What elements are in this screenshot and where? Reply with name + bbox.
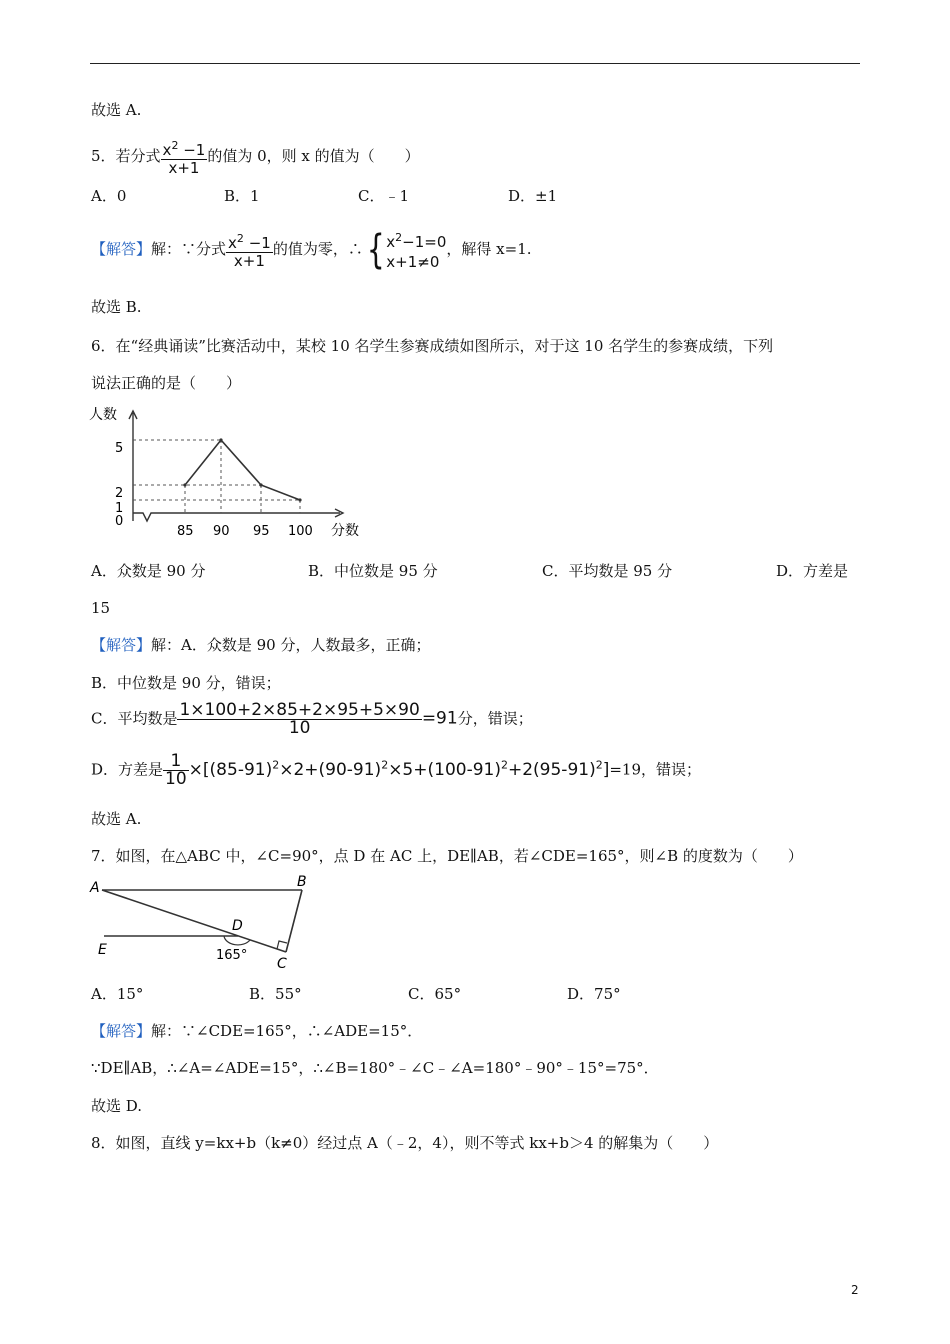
q7-solution-1: 【解答】解：∵∠CDE=165°，∴∠ADE=15°． — [91, 1022, 423, 1040]
q6-option-a: A．众数是 90 分 — [91, 562, 206, 580]
q6-option-c: C．平均数是 95 分 — [542, 562, 673, 580]
q6-solution-d: D．方差是 $\frac{1}{10}$ $\times[(85-91)^2\times 2+(90-91)^2\times 5+(100-91)^2+2(95-91)^2]=19$，错误； — [91, 751, 702, 789]
q5-fraction: $\frac{x^2 -1}{x+1}$ — [162, 139, 206, 177]
right-angle-mark — [277, 941, 287, 949]
q5-option-d: D．±1 — [508, 187, 558, 205]
question-5 — [91, 137, 420, 177]
q7-option-a: A．15° — [91, 985, 144, 1003]
q6-solution-b: B．中位数是 90 分，错误； — [91, 674, 281, 692]
page-number: 2 — [851, 1283, 859, 1297]
answer-line-q4: 故选 A. — [91, 101, 142, 119]
q5-option-a: A．0 — [91, 187, 127, 205]
q6-option-d: D．方差是 — [776, 562, 849, 580]
variance-fraction: $\frac{1}{10}$ — [165, 751, 187, 789]
data-point-100 — [298, 498, 301, 501]
question-6-line1: 6．在“经典诵读”比赛活动中，某校 10 名学生参赛成绩如图所示，对于这 10 名学生的参赛成绩，下列 — [91, 337, 774, 355]
q5-text: 5．若分式 — [91, 147, 161, 165]
label-d: D — [232, 918, 243, 934]
equation-system: $x^2-1=0$ x+1≠0 — [386, 231, 447, 271]
q5-text-post: 的值为 0，则 x 的值为（ ） — [207, 147, 420, 165]
label-b: B — [297, 874, 307, 890]
q5-sol-fraction: $\frac{x^2 -1}{x+1}$ — [228, 232, 271, 270]
question-8: 8．如图，直线 y=kx+b（k≠0）经过点 A（﹣2，4），则不等式 kx+b＞4 的解集为（ ） — [91, 1134, 719, 1152]
q5-option-c: C．﹣1 — [358, 187, 410, 205]
mean-fraction: $\frac{1\times 100+2\times 85+2\times 95+5\times 90}{10}$ — [179, 700, 420, 738]
brace-icon: { — [366, 227, 385, 273]
y-tick-label-2: 2 — [115, 486, 124, 501]
q6-solution-c: C．平均数是 $\frac{1\times 100+2\times 85+2\times 95+5\times 90}{10}$ =91分，错误； — [91, 700, 533, 738]
q5-solution: 【解答】解：∵分式 $\frac{x^2 -1}{x+1}$ 的值为零，∴{ $x^2-1=0$ x+1≠0 ，解得 x=1. — [91, 227, 532, 273]
triangle-figure — [88, 872, 328, 972]
label-c: C — [277, 956, 287, 972]
x-tick-label-90: 90 — [213, 524, 230, 539]
q6-option-d-cont: 15 — [91, 599, 111, 617]
label-angle: 165° — [216, 948, 248, 963]
series-line — [185, 440, 300, 500]
label-e: E — [98, 942, 107, 958]
label-a: A — [90, 880, 100, 896]
data-point-95 — [259, 483, 262, 486]
q5-option-b: B．1 — [224, 187, 260, 205]
x-tick-label-95: 95 — [253, 524, 270, 539]
score-line-chart — [85, 405, 375, 545]
y-tick-label-1: 1 — [115, 501, 124, 516]
question-6-line2: 说法正确的是（ ） — [91, 374, 242, 392]
q6-option-b: B．中位数是 95 分 — [308, 562, 438, 580]
q7-option-d: D．75° — [567, 985, 621, 1003]
x-axis-label: 分数 — [331, 523, 359, 539]
answer-line-q5: 故选 B. — [91, 298, 142, 316]
angle-arc — [224, 936, 250, 945]
x-tick-label-85: 85 — [177, 524, 194, 539]
y-tick-label-0: 0 — [115, 514, 124, 529]
q7-solution-2: ∵DE∥AB，∴∠A=∠ADE=15°，∴∠B=180°﹣∠C﹣∠A=180°﹣90°﹣15°=75°． — [91, 1059, 659, 1077]
y-axis-label: 人数 — [89, 407, 117, 423]
q7-option-c: C．65° — [408, 985, 462, 1003]
header-rule — [90, 63, 860, 64]
segment-bc — [286, 890, 302, 952]
y-tick-label-5: 5 — [115, 441, 124, 456]
question-7: 7．如图，在△ABC 中，∠C=90°，点 D 在 AC 上，DE∥AB，若∠CDE=165°，则∠B 的度数为（ ） — [91, 847, 803, 865]
answer-line-q6: 故选 A. — [91, 810, 142, 828]
answer-line-q7: 故选 D. — [91, 1097, 143, 1115]
solution-tag: 【解答】 — [91, 240, 152, 258]
data-point-85 — [183, 483, 186, 486]
data-point-90 — [219, 438, 222, 441]
x-tick-label-100: 100 — [288, 524, 313, 539]
segment-ac — [102, 890, 286, 952]
q7-option-b: B．55° — [249, 985, 302, 1003]
x-axis — [133, 513, 340, 521]
q6-solution-a: 【解答】解：A．众数是 90 分，人数最多，正确； — [91, 636, 431, 654]
